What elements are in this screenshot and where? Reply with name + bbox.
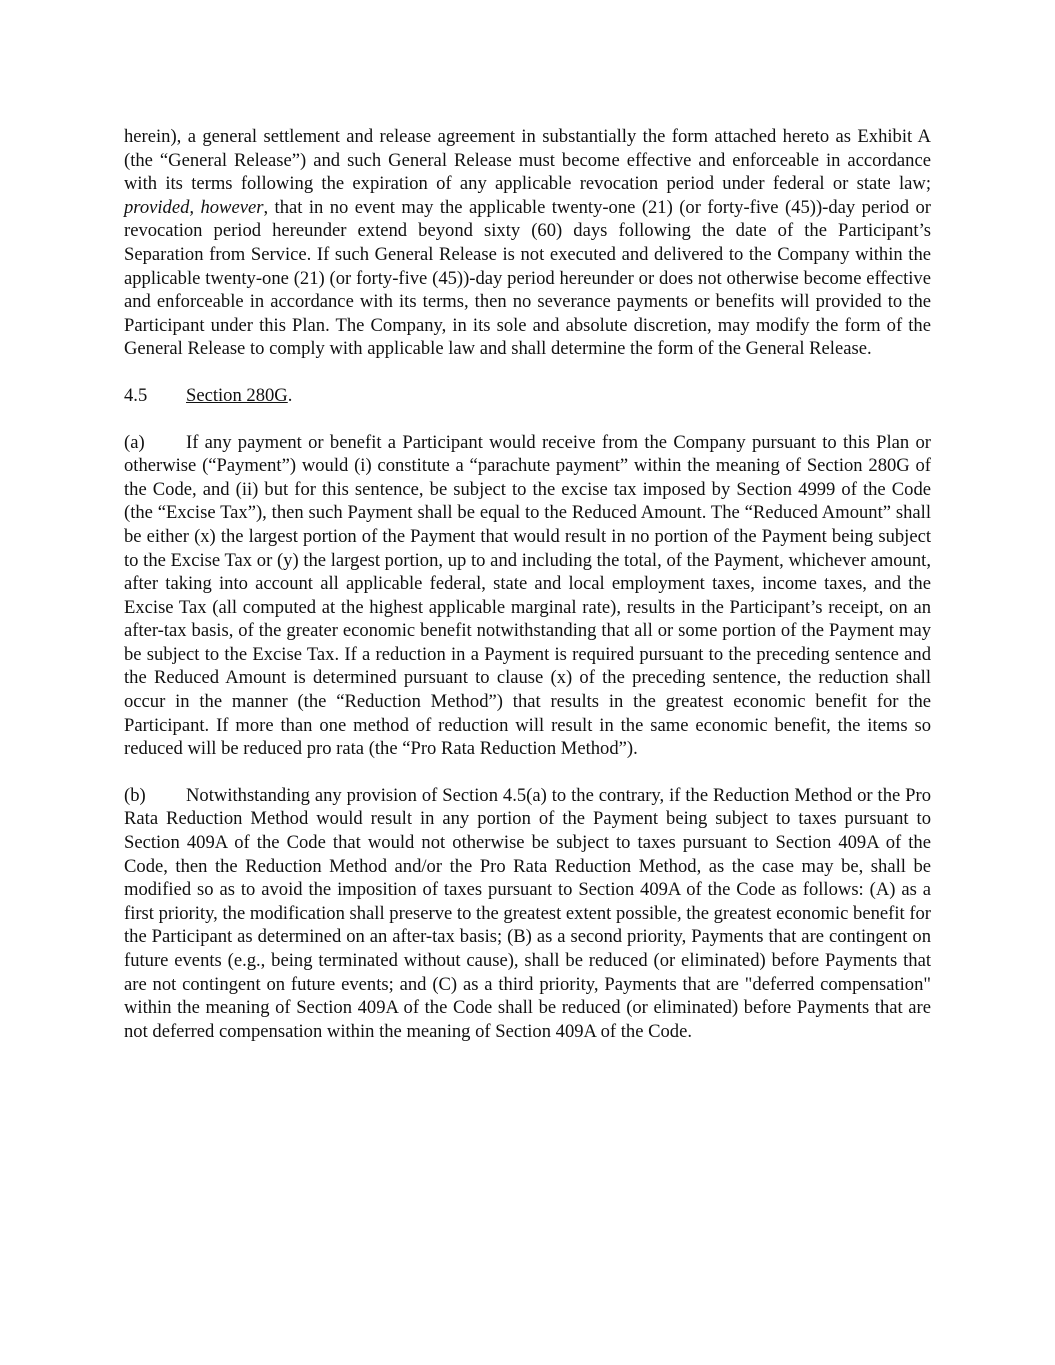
- document-page: [124, 125, 931, 1066]
- section-heading: [124, 384, 931, 408]
- subsection-a-label: (a): [124, 431, 145, 453]
- subsection-b-label: (b): [124, 784, 146, 806]
- subsection-a-paragraph: [124, 431, 931, 761]
- section-title-period: .: [287, 384, 293, 406]
- subsection-a-text: If any payment or benefit a Participant would receive from the Company pursuant to this Plan or otherwise (“Payment”) would (i) constitute a “parachute payment” within the meaning of Section 280G of the Code, and (ii) but for this sentence, be subject to the excise tax imposed by Section 4999 of the Code (the “Excise Tax”), then such Payment shall be equal to the Reduced Amount. The “Reduced Amount” shall be either (x) the largest portion of the Payment that would result in no portion of the Payment being subject to the Excise Tax or (y) the largest portion, up to and including the total, of the Payment, whichever amount, after taking into account all applicable federal, state and local employment taxes, income taxes, and the Excise Tax (all computed at the highest applicable marginal rate), results in the Participant’s receipt, on an after-tax basis, of the greater economic benefit notwithstanding that all or some portion of the Payment may be subject to the Excise Tax. If a reduction in a Payment is required pursuant to the preceding sentence and the Reduced Amount is determined pursuant to clause (x) of the preceding sentence, the reduction shall occur in the manner (the “Reduction Method”) that results in the greatest economic benefit for the Participant. If more than one method of reduction will result in the same economic benefit, the items so reduced will be reduced pro rata (the “Pro Rata Reduction Method”).: [124, 431, 931, 760]
- section-number: 4.5: [124, 384, 148, 406]
- subsection-b-text: Notwithstanding any provision of Section 4.5(a) to the contrary, if the Reduction Method or the Pro Rata Reduction Method would result in any portion of the Payment being subject to taxes pursuant to Section 409A of the Code that would not otherwise be subject to taxes pursuant to Section 409A of the Code, then the Reduction Method and/or the Pro Rata Reduction Method, as the case may be, shall be modified so as to avoid the imposition of taxes pursuant to Section 409A of the Code as follows: (A) as a first priority, the modification shall preserve to the greatest extent possible, the greatest economic benefit for the Participant as determined on an after-tax basis; (B) as a second priority, Payments that are contingent on future events (e.g., being terminated without cause), shall be reduced (or eliminated) before Payments that are not contingent on future events; and (C) as a third priority, Payments that are "deferred compensation" within the meaning of Section 409A of the Code shall be reduced (or eliminated) before Payments that are not deferred compensation within the meaning of Section 409A of the Code.: [124, 784, 931, 1042]
- provided-however-italic: provided, however: [124, 196, 264, 218]
- general-release-text-part2: , that in no event may the applicable twenty-one (21) (or forty-five (45))-day period or revocation period hereunder extend beyond sixty (60) days following the date of the Participant’s Separation from Service. If such General Release is not executed and delivered to the Company within the applicable twenty-one (21) (or forty-five (45))-day period hereunder or does not otherwise become effective and enforceable in accordance with its terms, then no severance payments or benefits will provided to the Participant under this Plan. The Company, in its sole and absolute discretion, may modify the form of the General Release to comply with applicable law and shall determine the form of the General Release.: [124, 196, 931, 360]
- subsection-b-paragraph: [124, 784, 931, 1044]
- general-release-paragraph: [124, 125, 931, 361]
- general-release-text-part1: herein), a general settlement and release agreement in substantially the form attached hereto as Exhibit A (the “General Release”) and such General Release must become effective and enforceable in accordance with its terms following the expiration of any applicable revocation period under federal or state law;: [124, 126, 931, 195]
- section-title: Section 280G: [186, 384, 288, 406]
